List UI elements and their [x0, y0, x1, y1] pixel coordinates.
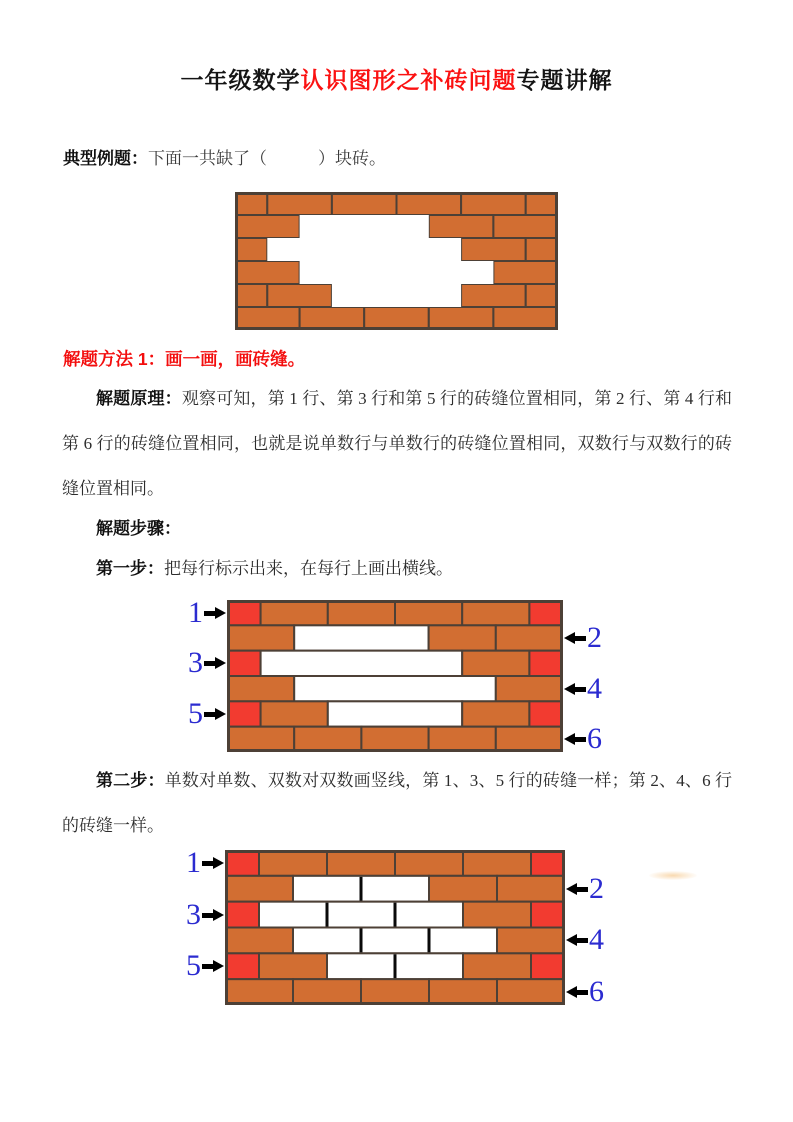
principle-label: 解题原理： [96, 389, 182, 408]
row-number: 3 [186, 897, 201, 931]
missing-brick-gap [294, 625, 428, 650]
right-arrow-icon [202, 856, 224, 870]
row-label-1 [174, 846, 224, 880]
left-arrow-icon [566, 933, 588, 947]
brick [364, 307, 429, 330]
row-label-3 [176, 646, 226, 680]
brick [429, 876, 497, 902]
method-heading: 解题方法 1：画一画，画砖缝。 [63, 349, 306, 369]
brick [463, 902, 531, 928]
brick [429, 979, 497, 1005]
highlight-red-brick [531, 902, 565, 928]
brick [235, 261, 300, 284]
step2-label: 第二步： [96, 771, 165, 790]
step1-text: 把每行标示出来，在每行上画出横线。 [164, 559, 453, 578]
brick [429, 307, 494, 330]
highlight-red-brick [227, 701, 261, 726]
row-number: 6 [589, 975, 604, 1009]
right-arrow-icon [204, 656, 226, 670]
row-label-6 [566, 975, 616, 1009]
brick [462, 600, 529, 625]
brick [461, 238, 526, 261]
brick [496, 676, 563, 701]
title-part-black-1: 一年级数学 [180, 67, 301, 93]
brick [462, 651, 529, 676]
brick [526, 192, 558, 215]
highlight-smudge [649, 871, 697, 880]
brick [259, 953, 327, 979]
brick [497, 928, 565, 954]
brick [225, 979, 293, 1005]
row-number: 2 [589, 871, 604, 905]
row-label-3 [174, 898, 224, 932]
row-label-5 [174, 949, 224, 983]
brick [235, 215, 300, 238]
step1-label: 第一步： [96, 559, 164, 578]
missing-brick-gap [300, 261, 494, 284]
title-part-black-2: 专题讲解 [516, 67, 613, 93]
left-arrow-icon [564, 732, 586, 746]
brick [496, 625, 563, 650]
brick [497, 979, 565, 1005]
highlight-red-brick [531, 953, 565, 979]
step2-text: 单数对单数、双数对双数画竖线，第 1、3、5 行的砖缝一样；第 2、4、6 行的砖缝一样。 [62, 771, 733, 835]
row-label-4 [566, 923, 616, 957]
brick [267, 284, 332, 307]
brick [227, 676, 294, 701]
title-part-red: 认识图形之补砖问题 [300, 67, 517, 93]
brick [235, 238, 267, 261]
brick [395, 600, 462, 625]
brick [361, 979, 429, 1005]
example-problem-line [63, 146, 386, 172]
row-number: 1 [188, 595, 203, 629]
brick [294, 727, 361, 752]
row-label-4 [564, 672, 614, 706]
highlight-red-brick [531, 850, 565, 876]
brick [395, 850, 463, 876]
missing-brick-gap [332, 284, 461, 307]
highlight-red-brick [227, 600, 261, 625]
brick [227, 727, 294, 752]
missing-brick-gap [300, 215, 429, 238]
brick [493, 307, 558, 330]
brick [227, 625, 294, 650]
row-number: 4 [589, 923, 604, 957]
brick [463, 953, 531, 979]
brick [267, 192, 332, 215]
brick [235, 284, 267, 307]
principle-paragraph [62, 376, 732, 511]
row-label-1 [176, 596, 226, 630]
brick [327, 850, 395, 876]
brick [293, 979, 361, 1005]
brick [235, 307, 300, 330]
highlight-red-brick [227, 651, 261, 676]
brick [235, 192, 267, 215]
brick [261, 600, 328, 625]
step2-wall [225, 850, 565, 1005]
highlight-red-brick [529, 701, 563, 726]
row-number: 4 [587, 671, 602, 705]
left-arrow-icon [566, 985, 588, 999]
brick [259, 850, 327, 876]
brick [397, 192, 462, 215]
row-label-2 [564, 621, 614, 655]
row-number: 6 [587, 722, 602, 756]
highlight-red-brick [529, 600, 563, 625]
row-number: 2 [587, 621, 602, 654]
brick [225, 928, 293, 954]
steps-heading-label: 解题步骤： [96, 519, 181, 538]
brick [300, 307, 365, 330]
row-label-6 [564, 722, 614, 756]
brick [225, 876, 293, 902]
right-arrow-icon [202, 908, 224, 922]
missing-brick-gap [261, 651, 463, 676]
steps-heading [62, 506, 732, 551]
brick [429, 625, 496, 650]
example-wall [235, 192, 558, 330]
step2-paragraph [62, 758, 732, 848]
brick [497, 876, 565, 902]
page-title [0, 62, 793, 95]
row-number: 5 [186, 949, 201, 983]
brick [462, 701, 529, 726]
row-label-2 [566, 872, 616, 906]
brick [463, 850, 531, 876]
missing-brick-gap [293, 928, 497, 954]
principle-text: 观察可知，第 1 行、第 3 行和第 5 行的砖缝位置相同，第 2 行、第 4 行和第 6 行的砖缝位置相同，也就是说单数行与单数行的砖缝位置相同，双数行与双数行的砖缝位置相同。 [62, 389, 733, 498]
example-label: 典型例题： [63, 149, 148, 168]
example-text: 下面一共缺了（ ）块砖。 [148, 149, 386, 168]
brick [429, 727, 496, 752]
left-arrow-icon [566, 882, 588, 896]
right-arrow-icon [204, 707, 226, 721]
highlight-red-brick [225, 850, 259, 876]
brick [361, 727, 428, 752]
row-label-5 [176, 697, 226, 731]
step1-wall [227, 600, 563, 752]
missing-brick-gap [294, 676, 496, 701]
row-number: 1 [186, 845, 201, 879]
brick [493, 215, 558, 238]
brick [429, 215, 494, 238]
brick [493, 261, 558, 284]
step1-paragraph [62, 546, 732, 591]
brick [461, 192, 526, 215]
right-arrow-icon [202, 959, 224, 973]
highlight-red-brick [225, 902, 259, 928]
brick [526, 238, 558, 261]
row-number: 5 [188, 697, 203, 730]
brick [328, 600, 395, 625]
missing-brick-gap [328, 701, 462, 726]
brick [496, 727, 563, 752]
missing-brick-gap [259, 902, 463, 928]
missing-brick-gap [267, 238, 461, 261]
highlight-red-brick [225, 953, 259, 979]
right-arrow-icon [204, 606, 226, 620]
brick [526, 284, 558, 307]
brick [332, 192, 397, 215]
brick [261, 701, 328, 726]
brick [461, 284, 526, 307]
highlight-red-brick [529, 651, 563, 676]
left-arrow-icon [564, 682, 586, 696]
left-arrow-icon [564, 631, 586, 645]
row-number: 3 [188, 646, 203, 680]
